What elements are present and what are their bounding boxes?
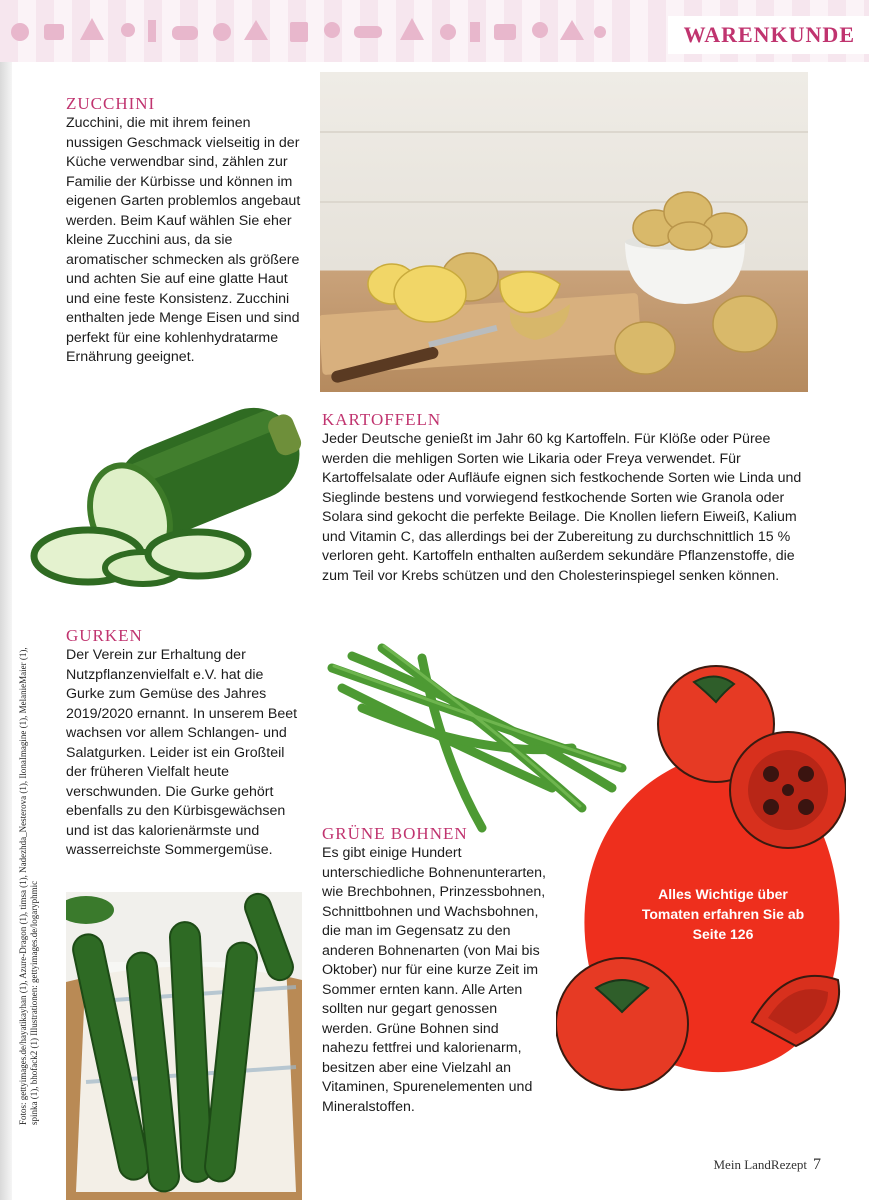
magazine-name: Mein LandRezept [713, 1157, 807, 1172]
gurken-heading: GURKEN [66, 626, 143, 645]
photo-credit: Fotos: gettyimages.de/hayatikayhan (1), Azure-Dragon (1), timsa (1), Nadezhda_Nesterova (1), IlonaImagine (1), MelanieMaier (1), spinka (1), bhofack2 (1) Illustrationen: gettyimages.de/logaryphmic [18, 647, 39, 1125]
tomaten-callout: Alles Wichtige über Tomaten erfahren Sie ab Seite 126 [641, 886, 805, 942]
zucchini-heading: ZUCCHINI [66, 94, 156, 113]
bohnen-heading: GRÜNE BOHNEN [322, 824, 468, 843]
gurken-text: Der Verein zur Erhaltung der Nutzpflanzenvielfalt e.V. hat die Gurke zum Gemüse des Jahres 2019/2020 ernannt. In unserem Beet wachsen vor allem Schlangen- und Salatgurken. Leider ist ein Großteil der früheren Vielfalt heute verschwunden. Die Gurke gehört ebenfalls zu den Kürbisgewächsen und ist das kalorienärmste und wasserreichste Sommergemüse. [66, 647, 298, 858]
kartoffeln-heading: KARTOFFELN [322, 410, 442, 429]
section-title: WARENKUNDE [668, 16, 869, 54]
kartoffeln-photo [320, 72, 808, 392]
gurken-photo [66, 892, 302, 1200]
zucchini-text: Zucchini, die mit ihrem feinen nussigen Geschmack vielseitig in der Küche verwendbar sind, zählen zur Familie der Kürbisse und können im eigenen Garten problemlos angebaut werden. Beim Kauf wählen Sie eher kleine Zucchini aus, da sie aromatischer schmecken als größere und achten Sie auf eine glatte Haut und eine feste Konsistenz. Zucchini enthalten jede Menge Eisen und sind perfekt für eine kohlenhydratarme Ernährung geeignet. [66, 115, 301, 365]
header-band [0, 0, 869, 62]
kartoffeln-text: Jeder Deutsche genießt im Jahr 60 kg Kartoffeln. Für Klöße oder Püree werden die mehligen Sorten wie Likaria oder Freya verwendet. Für Kartoffelsalate oder Aufläufe eignen sich festkochende Sorten wie Linda und Sieglinde bestens und vorwiegend festkochende Sorten wie Granola oder Solara sind gekocht die perfekte Beilage. Die Knollen liefern Eiweiß, Kalium und Vitamin C, das allerdings bei der Zubereitung zu durchschnittlich 15 % verloren geht. Kartoffeln enthalten außerdem sekundäre Pflanzenstoffe, die zum Teil vor Krebs schützen und den Cholesterinspiegel senken können. [322, 431, 802, 584]
kitchen-pattern-icon [0, 10, 610, 50]
page-gutter-shadow [0, 62, 12, 1200]
bohnen-text: Es gibt einige Hundert unterschiedliche Bohnenunterarten, wie Brechbohnen, Prinzessbohnen, Schnittbohnen und Wachsbohnen, die man im Gegensatz zu den anderen Bohnenarten (von Mai bis Oktober) nur für eine kurze Zeit im Sommer ernten kann. Alle Arten sollten nur gegart genossen werden. Grüne Bohnen sind nahezu fettfrei und kalorienarm, besitzen aber eine Vielzahl an Vitaminen, Spurenelementen und Mineralstoffen. [322, 845, 547, 1115]
zucchini-photo [18, 396, 304, 596]
page-footer [714, 1156, 822, 1174]
page-number: 7 [813, 1156, 821, 1173]
